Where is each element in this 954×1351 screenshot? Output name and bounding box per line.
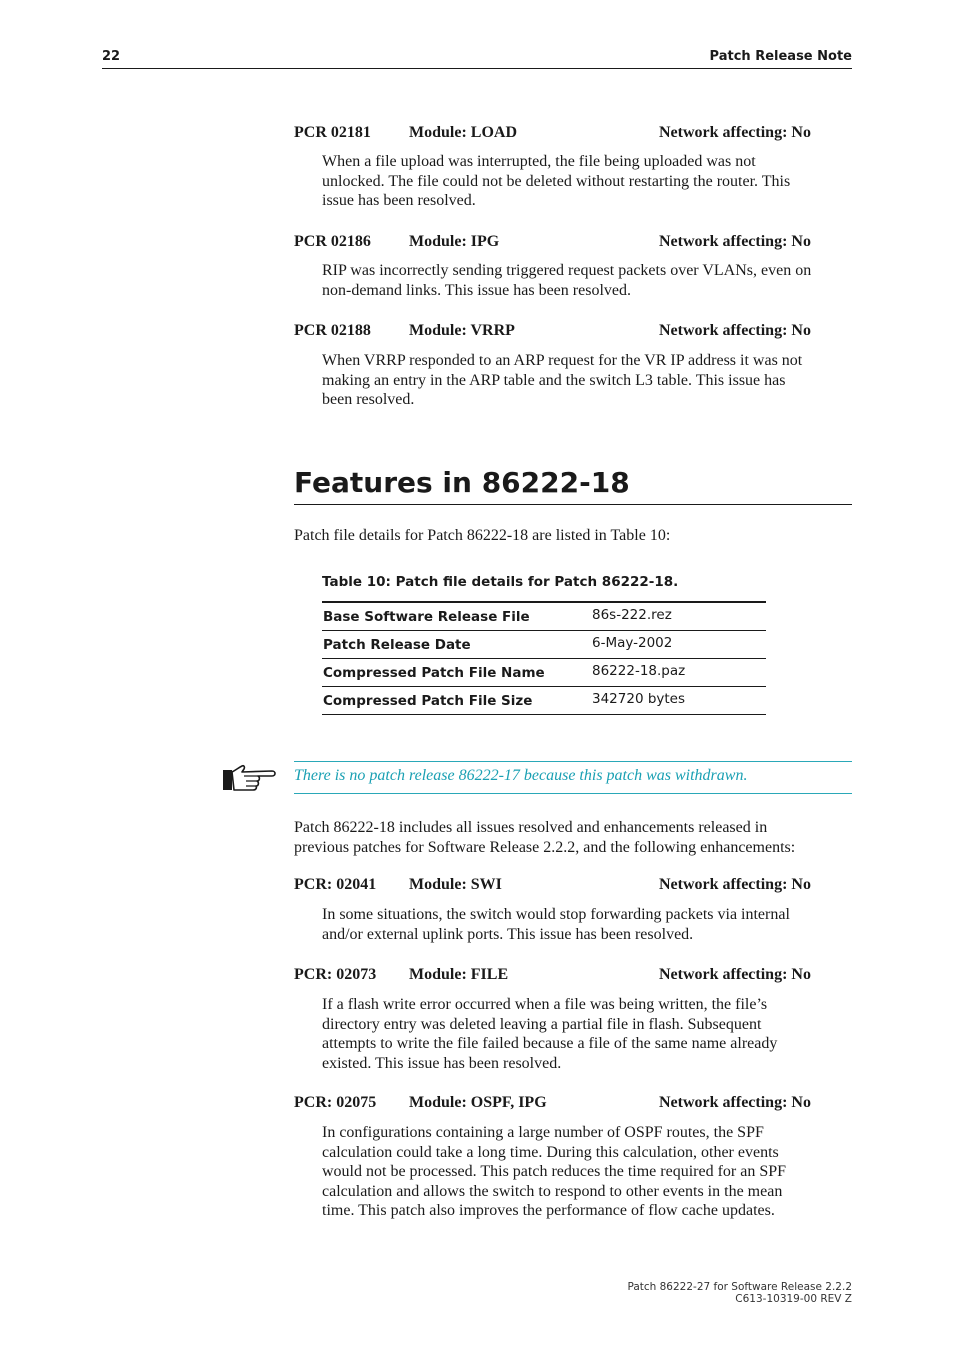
table-key: Compressed Patch File Name	[323, 665, 545, 681]
text-line: Patch 86222-18 includes all issues resolved and enhancements released in	[294, 819, 768, 836]
table-value: 6-May-2002	[592, 635, 673, 651]
pcr-heading	[294, 124, 854, 144]
text-line: time. This patch also improves the performance of flow cache updates.	[322, 1202, 775, 1219]
pcr-id: PCR 02181	[294, 124, 371, 141]
pcr-id: PCR 02186	[294, 233, 371, 250]
text-line: non-demand links. This issue has been resolved.	[322, 281, 631, 299]
pcr-module: Module: IPG	[409, 233, 500, 250]
text-line: attempts to write the file failed because a file of the same name already	[322, 1035, 778, 1052]
text-line: would not be processed. This patch reduces the time required for an SPF	[322, 1163, 787, 1180]
pcr-description	[322, 995, 854, 1073]
patch-details-table	[322, 601, 766, 715]
table-row	[322, 659, 766, 687]
text-line: In some situations, the switch would stop forwarding packets via internal	[322, 906, 790, 923]
table-key: Base Software Release File	[323, 609, 530, 625]
pcr-description	[322, 351, 854, 410]
text-line: issue has been resolved.	[322, 192, 476, 209]
pcr-id: PCR: 02075	[294, 1094, 377, 1111]
pcr-network-affecting: Network affecting: No	[659, 233, 811, 250]
pcr-heading	[294, 322, 854, 342]
text-line: calculation could take a long time. During this calculation, other events	[322, 1143, 779, 1161]
pcr-module: Module: SWI	[409, 876, 502, 893]
section-intro: Patch file details for Patch 86222-18 are listed in Table 10:	[294, 527, 671, 544]
pcr-heading	[294, 233, 854, 253]
text-line: existed. This issue has been resolved.	[322, 1054, 562, 1072]
pcr-network-affecting: Network affecting: No	[659, 876, 811, 893]
table-caption: Table 10: Patch file details for Patch 86222-18.	[322, 574, 679, 590]
table-value: 86222-18.paz	[592, 663, 686, 679]
table-key: Compressed Patch File Size	[323, 693, 533, 709]
pcr-network-affecting: Network affecting: No	[659, 124, 811, 141]
table-value: 86s-222.rez	[592, 607, 672, 623]
page-number: 22	[102, 49, 121, 64]
table-row	[322, 687, 766, 715]
text-line: making an entry in the ARP table and the switch L3 table. This issue has	[322, 371, 786, 389]
text-line: previous patches for Software Release 2.2.2, and the following enhancements:	[294, 838, 796, 856]
page-header	[102, 48, 852, 69]
note-text: There is no patch release 86222-17 because this patch was withdrawn.	[294, 767, 748, 784]
section-heading	[294, 464, 852, 505]
footer-line: Patch 86222-27 for Software Release 2.2.2	[627, 1281, 852, 1293]
text-line: RIP was incorrectly sending triggered request packets over VLANs, even on	[322, 262, 812, 279]
section-title: Features in 86222-18	[294, 466, 630, 499]
pcr-heading	[294, 966, 854, 986]
pcr-description	[322, 261, 854, 300]
text-line: In configurations containing a large number of OSPF routes, the SPF	[322, 1124, 764, 1141]
header-title: Patch Release Note	[709, 49, 852, 64]
pcr-id: PCR 02188	[294, 322, 371, 339]
pcr-heading	[294, 1094, 854, 1114]
text-line: and/or external uplink ports. This issue has been resolved.	[322, 925, 694, 943]
text-line: calculation and allows the switch to respond to other events in the mean	[322, 1182, 783, 1200]
pcr-heading	[294, 876, 854, 896]
pcr-description	[322, 1123, 854, 1221]
pcr-network-affecting: Network affecting: No	[659, 966, 811, 983]
page-footer	[627, 1281, 852, 1305]
text-line: When VRRP responded to an ARP request for the VR IP address it was not	[322, 352, 803, 369]
pcr-module: Module: LOAD	[409, 124, 517, 141]
note-box	[294, 761, 852, 794]
pcr-network-affecting: Network affecting: No	[659, 1094, 811, 1111]
text-line: directory entry was deleted leaving a partial file in flash. Subsequent	[322, 1015, 762, 1033]
pcr-id: PCR: 02073	[294, 966, 377, 983]
text-line: When a file upload was interrupted, the file being uploaded was not	[322, 153, 756, 170]
text-line: been resolved.	[322, 391, 415, 408]
text-line: unlocked. The file could not be deleted without restarting the router. This	[322, 172, 791, 190]
pcr-module: Module: FILE	[409, 966, 509, 983]
table-value: 342720 bytes	[592, 691, 686, 707]
pcr-network-affecting: Network affecting: No	[659, 322, 811, 339]
pcr-description	[322, 905, 854, 944]
footer-line: C613-10319-00 REV Z	[735, 1293, 852, 1305]
summary-paragraph	[294, 818, 854, 857]
table-row	[322, 603, 766, 631]
pcr-id: PCR: 02041	[294, 876, 377, 893]
pcr-module: Module: VRRP	[409, 322, 515, 339]
table-key: Patch Release Date	[323, 637, 471, 653]
pcr-module: Module: OSPF, IPG	[409, 1094, 547, 1111]
pointing-hand-icon	[222, 762, 278, 792]
table-row	[322, 631, 766, 659]
text-line: If a flash write error occurred when a file was being written, the file’s	[322, 996, 768, 1013]
pcr-description	[322, 152, 854, 211]
